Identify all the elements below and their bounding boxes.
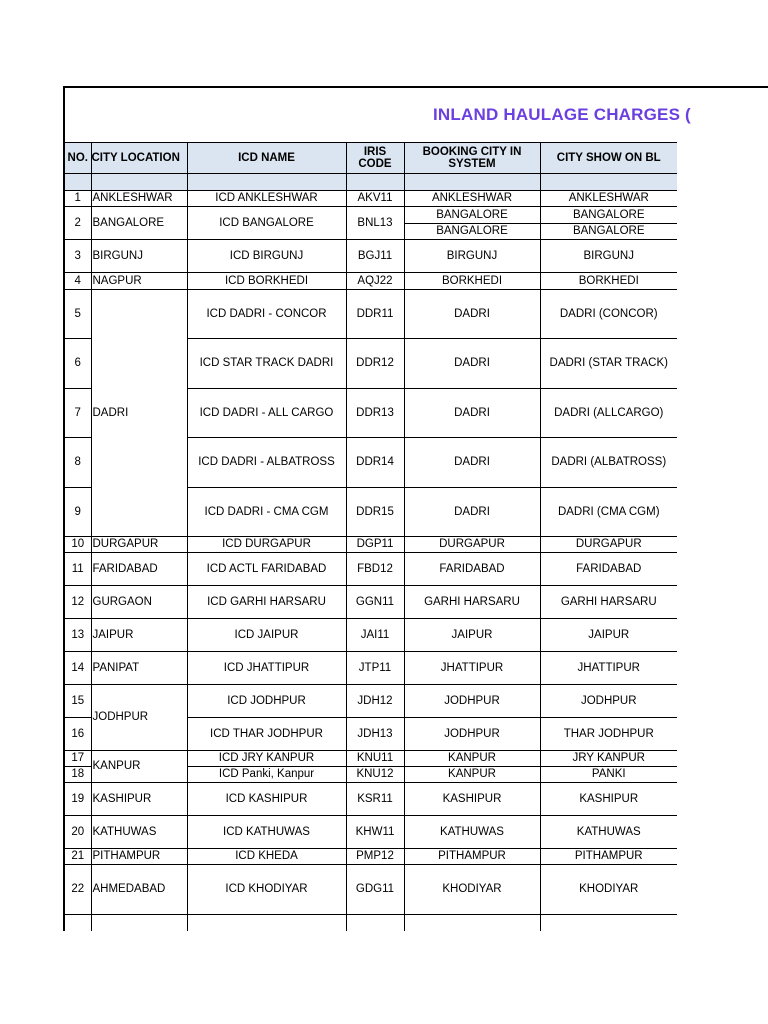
iris-code: DDR12 [346,339,404,389]
haulage-table [63,142,677,931]
iris-code: JTP11 [346,652,404,685]
icd-name: ICD ANKLESHWAR [187,191,346,207]
city-location: JAIPUR [91,619,187,652]
booking-city: KASHIPUR [404,783,540,816]
icd-name: ICD JODHPUR [187,685,346,718]
city-show-on-bl: PITHAMPUR [540,849,677,865]
row-number: 11 [64,553,91,586]
city-show-on-bl: DADRI (STAR TRACK) [540,339,677,389]
city-location: PITHAMPUR [91,849,187,865]
city-location: KASHIPUR [91,783,187,816]
city-location: BIRGUNJ [91,240,187,273]
city-show-on-bl: BANGALORE [540,207,677,224]
icd-name: ICD BANGALORE [187,207,346,240]
header-iris-code: IRIS CODE [346,143,404,174]
iris-code: JAI11 [346,619,404,652]
city-location: FARIDABAD [91,553,187,586]
table-row [64,652,677,685]
icd-name: ICD BORKHEDI [187,273,346,290]
booking-city: GARHI HARSARU [404,586,540,619]
row-number: 12 [64,586,91,619]
row-number: 15 [64,685,91,718]
booking-city: BIRGUNJ [404,240,540,273]
table-row [64,849,677,865]
booking-city: ANKLESHWAR [404,191,540,207]
city-show-on-bl: ANKLESHWAR [540,191,677,207]
row-number: 21 [64,849,91,865]
iris-code: PMP12 [346,849,404,865]
city-show-on-bl: FARIDABAD [540,553,677,586]
row-number: 4 [64,273,91,290]
icd-name: ICD JRY KANPUR [187,751,346,767]
city-show-on-bl: JRY KANPUR [540,751,677,767]
iris-code: AQJ22 [346,273,404,290]
city-show-on-bl: GARHI HARSARU [540,586,677,619]
city-show-on-bl: JODHPUR [540,685,677,718]
header-booking-city: BOOKING CITY IN SYSTEM [404,143,540,174]
city-show-on-bl: KATHUWAS [540,816,677,849]
city-location: NAGPUR [91,273,187,290]
city-show-on-bl: DURGAPUR [540,537,677,553]
city-location: GURGAON [91,586,187,619]
row-number: 14 [64,652,91,685]
row-number: 5 [64,290,91,339]
icd-name: ICD ACTL FARIDABAD [187,553,346,586]
table-row [64,816,677,849]
blank-row [64,174,677,191]
city-location: PANIPAT [91,652,187,685]
booking-city: JODHPUR [404,685,540,718]
row-number: 3 [64,240,91,273]
city-location: DADRI [91,290,187,537]
row-number: 13 [64,619,91,652]
row-number: 8 [64,438,91,488]
table-row [64,191,677,207]
iris-code: GGN11 [346,586,404,619]
icd-name: ICD KHEDA [187,849,346,865]
row-number: 18 [64,767,91,783]
booking-city: FARIDABAD [404,553,540,586]
icd-name: ICD BIRGUNJ [187,240,346,273]
icd-name: ICD THAR JODHPUR [187,718,346,751]
city-location: KATHUWAS [91,816,187,849]
booking-city: DURGAPUR [404,537,540,553]
iris-code: GDG11 [346,865,404,915]
table-row [64,207,677,224]
iris-code: BNL13 [346,207,404,240]
iris-code: DDR15 [346,488,404,537]
table-row [64,553,677,586]
iris-code: JDH12 [346,685,404,718]
iris-code: KHW11 [346,816,404,849]
header-no: NO. [64,143,91,174]
header-row [64,143,677,174]
iris-code: KSR11 [346,783,404,816]
booking-city: DADRI [404,339,540,389]
icd-name: ICD DADRI - ALL CARGO [187,389,346,438]
header-icd-name: ICD NAME [187,143,346,174]
icd-name: ICD JHATTIPUR [187,652,346,685]
icd-name: ICD KASHIPUR [187,783,346,816]
row-number: 6 [64,339,91,389]
icd-name: ICD DADRI - CMA CGM [187,488,346,537]
city-show-on-bl: BORKHEDI [540,273,677,290]
title-row [63,86,768,142]
iris-code: FBD12 [346,553,404,586]
icd-name: ICD JAIPUR [187,619,346,652]
iris-code: AKV11 [346,191,404,207]
city-show-on-bl: PANKI [540,767,677,783]
table-row [64,751,677,767]
iris-code: DDR14 [346,438,404,488]
icd-name: ICD Panki, Kanpur [187,767,346,783]
booking-city: KANPUR [404,751,540,767]
table-row [64,586,677,619]
city-show-on-bl: KHODIYAR [540,865,677,915]
city-location: DURGAPUR [91,537,187,553]
table-row [64,273,677,290]
iris-code: BGJ11 [346,240,404,273]
table-row [64,685,677,718]
booking-city: JHATTIPUR [404,652,540,685]
city-show-on-bl: DADRI (CONCOR) [540,290,677,339]
city-show-on-bl: BANGALORE [540,224,677,240]
row-number: 2 [64,207,91,240]
booking-city: KATHUWAS [404,816,540,849]
booking-city: DADRI [404,438,540,488]
city-show-on-bl: DADRI (CMA CGM) [540,488,677,537]
city-show-on-bl: DADRI (ALBATROSS) [540,438,677,488]
row-number: 7 [64,389,91,438]
iris-code: DDR11 [346,290,404,339]
booking-city: KANPUR [404,767,540,783]
iris-code: DGP11 [346,537,404,553]
city-location: KANPUR [91,751,187,783]
icd-name: ICD KHODIYAR [187,865,346,915]
row-number: 22 [64,865,91,915]
city-show-on-bl: JAIPUR [540,619,677,652]
booking-city: JAIPUR [404,619,540,652]
iris-code: KNU12 [346,767,404,783]
icd-name: ICD STAR TRACK DADRI [187,339,346,389]
table-row [64,865,677,915]
iris-code: DDR13 [346,389,404,438]
table-row [64,240,677,273]
booking-city: DADRI [404,290,540,339]
iris-code: JDH13 [346,718,404,751]
booking-city: BANGALORE [404,207,540,224]
row-number: 10 [64,537,91,553]
city-location: AHMEDABAD [91,865,187,915]
icd-name: ICD DADRI - ALBATROSS [187,438,346,488]
row-number: 17 [64,751,91,767]
city-show-on-bl: THAR JODHPUR [540,718,677,751]
row-number: 20 [64,816,91,849]
city-location: JODHPUR [91,685,187,751]
table-row [64,290,677,339]
booking-city: BORKHEDI [404,273,540,290]
header-city-show-on-bl: CITY SHOW ON BL [540,143,677,174]
header-city-location: CITY LOCATION [91,143,187,174]
table-row [64,537,677,553]
city-show-on-bl: BIRGUNJ [540,240,677,273]
city-location: ANKLESHWAR [91,191,187,207]
row-number: 16 [64,718,91,751]
row-number: 9 [64,488,91,537]
booking-city: JODHPUR [404,718,540,751]
icd-name: ICD DURGAPUR [187,537,346,553]
row-number: 19 [64,783,91,816]
booking-city: DADRI [404,389,540,438]
booking-city: PITHAMPUR [404,849,540,865]
sheet-title: INLAND HAULAGE CHARGES ( [433,105,691,124]
booking-city: BANGALORE [404,224,540,240]
city-show-on-bl: DADRI (ALLCARGO) [540,389,677,438]
booking-city: DADRI [404,488,540,537]
city-show-on-bl: JHATTIPUR [540,652,677,685]
icd-name: ICD DADRI - CONCOR [187,290,346,339]
icd-name: ICD GARHI HARSARU [187,586,346,619]
icd-name: ICD KATHUWAS [187,816,346,849]
iris-code: KNU11 [346,751,404,767]
empty-row [64,915,677,931]
table-row [64,783,677,816]
city-show-on-bl: KASHIPUR [540,783,677,816]
row-number: 1 [64,191,91,207]
table-row [64,619,677,652]
booking-city: KHODIYAR [404,865,540,915]
city-location: BANGALORE [91,207,187,240]
spreadsheet [63,86,768,931]
